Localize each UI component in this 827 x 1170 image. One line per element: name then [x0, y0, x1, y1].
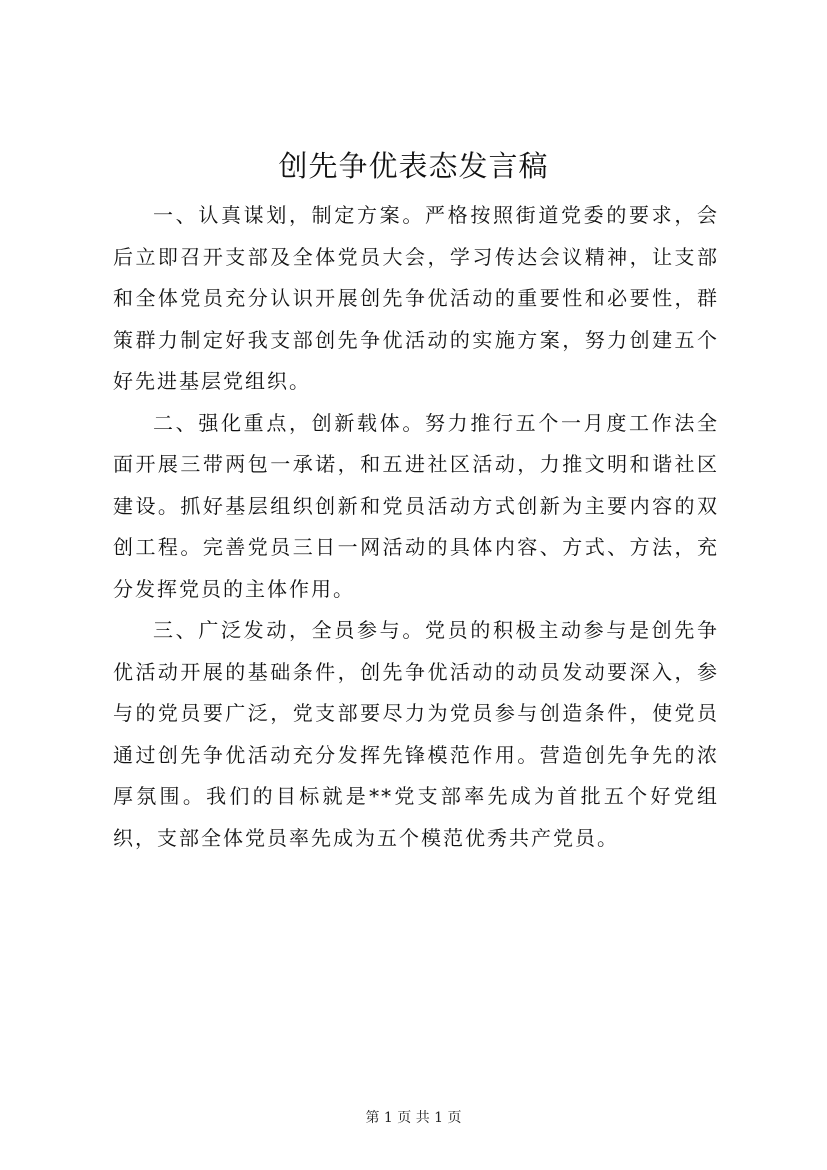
document-title: 创先争优表态发言稿: [278, 149, 549, 183]
paragraph-3: 三、广泛发动，全员参与。党员的积极主动参与是创先争优活动开展的基础条件，创先争优活动的动员发动要深入，参与的党员要广泛，党支部要尽力为党员参与创造条件，使党员通过创先争优活动充分发挥先锋模范作用。营造创先争先的浓厚氛围。我们的目标就是**党支部率先成为首批五个好党组织，支部全体党员率先成为五个模范优秀共产党员。: [113, 618, 719, 850]
document-body: [113, 195, 719, 859]
paragraph-2: 二、强化重点，创新载体。努力推行五个一月度工作法全面开展三带两包一承诺，和五进社区活动，力推文明和谐社区建设。抓好基层组织创新和党员活动方式创新为主要内容的双创工程。完善党员三日一网活动的具体内容、方式、方法，充分发挥党员的主体作用。: [113, 410, 719, 601]
page-footer: 第 1 页 共 1 页: [365, 1110, 462, 1126]
paragraph-1: 一、认真谋划，制定方案。严格按照街道党委的要求，会后立即召开支部及全体党员大会，学习传达会议精神，让支部和全体党员充分认识开展创先争优活动的重要性和必要性，群策群力制定好我支部创先争优活动的实施方案，努力创建五个好先进基层党组织。: [113, 203, 719, 393]
